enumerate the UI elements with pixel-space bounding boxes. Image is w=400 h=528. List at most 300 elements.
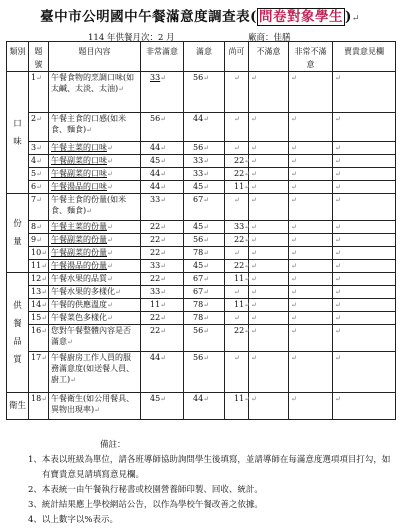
- question-number: [29, 194, 49, 221]
- very-satisfied-value-text: 22: [150, 313, 161, 322]
- return-mark-icon: ↵: [160, 223, 167, 231]
- return-mark-icon: ↵: [335, 170, 341, 178]
- return-mark-icon: ↵: [234, 196, 240, 204]
- satisfied-value-text: 33: [193, 156, 204, 165]
- satisfied-value: [184, 181, 225, 194]
- column-header: 不滿意: [249, 42, 289, 72]
- very-satisfied-value-text: 44: [150, 353, 161, 362]
- question-text-text: 午餐衛生(如公用餐具、異物出現率): [51, 394, 135, 414]
- dissatisfied-value: [249, 194, 289, 221]
- question-text-text: 午餐副菜的口味: [51, 169, 107, 178]
- return-mark-icon: ↵: [234, 314, 240, 322]
- question-number-text: 3: [31, 143, 37, 152]
- return-mark-icon: ↵: [107, 314, 113, 322]
- question-number: [29, 325, 49, 352]
- return-mark-icon: ↵: [291, 144, 297, 152]
- return-mark-icon: ↵: [291, 74, 297, 82]
- question-number-text: 4: [31, 156, 37, 165]
- dissatisfied-value: [249, 181, 289, 194]
- return-mark-icon: ↵: [203, 196, 210, 204]
- column-header: 滿意: [184, 42, 225, 72]
- return-mark-icon: ↵: [203, 275, 210, 283]
- very-satisfied-value-text: 22: [150, 274, 161, 283]
- return-mark-icon: ↵: [160, 170, 167, 178]
- question-number: [29, 181, 49, 194]
- very-dissatisfied-value: [289, 273, 333, 286]
- return-mark-icon: ↵: [244, 327, 251, 335]
- satisfied-value: [184, 260, 225, 273]
- fair-value: [225, 194, 249, 221]
- fair-value-text: 22: [234, 261, 245, 270]
- satisfied-value: [184, 299, 225, 312]
- return-mark-icon: ↵: [86, 126, 92, 134]
- table-row: [7, 234, 396, 247]
- very-dissatisfied-value: [289, 168, 333, 181]
- very-satisfied-value: [141, 155, 184, 168]
- return-mark-icon: ↵: [291, 288, 297, 296]
- return-mark-icon: ↵: [160, 354, 167, 362]
- satisfied-value: [184, 286, 225, 299]
- satisfied-value-text: 67: [193, 195, 204, 204]
- return-mark-icon: ↵: [234, 288, 240, 296]
- column-header: 非常不滿意: [289, 42, 333, 72]
- return-mark-icon: ↵: [244, 275, 251, 283]
- table-row: [7, 273, 396, 286]
- table-row: [7, 221, 396, 234]
- question-number: [29, 142, 49, 155]
- question-text-text: 午餐的供應溫度: [51, 300, 107, 309]
- return-mark-icon: ↵: [251, 236, 257, 244]
- very-satisfied-value: [141, 194, 184, 221]
- table-row: [7, 352, 396, 393]
- return-mark-icon: ↵: [94, 406, 100, 414]
- return-mark-icon: ↵: [335, 314, 341, 322]
- return-mark-icon: ↵: [203, 236, 210, 244]
- return-mark-icon: ↵: [244, 301, 251, 309]
- satisfied-value: [184, 155, 225, 168]
- question-number-text: 15: [31, 313, 42, 322]
- question-number-text: 7: [31, 195, 37, 204]
- very-satisfied-value: [141, 234, 184, 247]
- return-mark-icon: ↵: [41, 314, 48, 322]
- question-number: [29, 299, 49, 312]
- return-mark-icon: ↵: [251, 262, 257, 270]
- question-text: [49, 168, 141, 181]
- fair-value-text: 11: [234, 274, 245, 283]
- satisfied-value-text: 78: [193, 300, 204, 309]
- return-mark-icon: ↵: [251, 275, 257, 283]
- question-text-text: 午餐水果的品質: [51, 274, 107, 283]
- comment-cell: [333, 221, 396, 234]
- return-mark-icon: ↵: [203, 115, 210, 123]
- satisfied-value-text: 45: [193, 182, 204, 191]
- question-number-text: 8: [31, 222, 37, 231]
- return-mark-icon: ↵: [251, 157, 257, 165]
- very-satisfied-value-text: 44: [150, 182, 161, 191]
- question-text-text: 午餐湯品的口味: [51, 182, 107, 191]
- note-item-3: 3、統計結果應上學校網站公告，以作為學校午餐改善之依據。: [28, 500, 263, 510]
- very-dissatisfied-value: [289, 286, 333, 299]
- question-text: [49, 234, 141, 247]
- question-number-text: 11: [31, 261, 42, 270]
- fair-value: [225, 72, 249, 113]
- very-satisfied-value: [141, 221, 184, 234]
- note-item-4: 4、以上數字以%表示。: [28, 515, 118, 525]
- return-mark-icon: ↵: [335, 144, 341, 152]
- document-title: [0, 5, 400, 25]
- question-text-text: 午餐副菜的口味: [51, 156, 107, 165]
- notes-heading: 備註：: [100, 440, 126, 450]
- return-mark-icon: ↵: [36, 157, 42, 165]
- very-dissatisfied-value: [289, 142, 333, 155]
- return-mark-icon: ↵: [160, 275, 167, 283]
- satisfied-value-text: 44: [193, 394, 204, 403]
- return-mark-icon: ↵: [41, 262, 48, 270]
- notes-section: [20, 438, 392, 528]
- return-mark-icon: ↵: [291, 157, 297, 165]
- return-mark-icon: ↵: [335, 223, 341, 231]
- return-mark-icon: ↵: [244, 236, 251, 244]
- very-satisfied-value: [141, 325, 184, 352]
- return-mark-icon: ↵: [251, 74, 257, 82]
- question-number-text: 10: [31, 248, 42, 257]
- return-mark-icon: ↵: [41, 301, 48, 309]
- question-text: [49, 113, 141, 142]
- category-cell: 衛生: [7, 393, 29, 420]
- return-mark-icon: ↵: [291, 196, 297, 204]
- very-satisfied-value: [141, 286, 184, 299]
- question-number: [29, 168, 49, 181]
- satisfied-value-text: 44: [193, 114, 204, 123]
- question-number: [29, 234, 49, 247]
- question-text-text: 午餐副菜的份量: [51, 248, 107, 257]
- question-text: [49, 273, 141, 286]
- category-cell: 份 量: [7, 194, 29, 273]
- fair-value: [225, 155, 249, 168]
- very-satisfied-value: [141, 312, 184, 325]
- fair-value: [225, 181, 249, 194]
- very-dissatisfied-value: [289, 312, 333, 325]
- fair-value-text: 33: [234, 222, 245, 231]
- return-mark-icon: ↵: [36, 236, 42, 244]
- very-satisfied-value: [141, 181, 184, 194]
- question-text: [49, 286, 141, 299]
- question-number: [29, 393, 49, 420]
- fair-value-text: 22: [234, 235, 245, 244]
- return-mark-icon: ↵: [160, 327, 167, 335]
- return-mark-icon: ↵: [335, 354, 341, 362]
- question-text: [49, 393, 141, 420]
- return-mark-icon: ↵: [251, 301, 257, 309]
- satisfied-value-text: 56: [193, 143, 204, 152]
- return-mark-icon: ↵: [244, 262, 251, 270]
- return-mark-icon: ↵: [291, 395, 297, 403]
- very-satisfied-value: [141, 113, 184, 142]
- return-mark-icon: ↵: [107, 183, 113, 191]
- satisfied-value: [184, 72, 225, 113]
- return-mark-icon: ↵: [291, 223, 297, 231]
- column-header: 類別: [7, 42, 29, 72]
- return-mark-icon: ↵: [203, 223, 210, 231]
- return-mark-icon: ↵: [160, 262, 167, 270]
- dissatisfied-value: [249, 72, 289, 113]
- column-header: 尚可: [225, 42, 249, 72]
- return-mark-icon: ↵: [291, 183, 297, 191]
- comment-cell: [333, 325, 396, 352]
- question-number: [29, 273, 49, 286]
- comment-cell: [333, 393, 396, 420]
- very-dissatisfied-value: [289, 113, 333, 142]
- return-mark-icon: ↵: [160, 249, 167, 257]
- return-mark-icon: ↵: [115, 288, 121, 296]
- title-target-audience: 問卷對象學生: [258, 9, 343, 25]
- satisfied-value-text: 56: [193, 326, 204, 335]
- question-number-text: 12: [31, 274, 42, 283]
- title-close: ): [344, 9, 352, 25]
- return-mark-icon: ↵: [203, 249, 210, 257]
- return-mark-icon: ↵: [335, 327, 341, 335]
- question-number-text: 5: [31, 169, 37, 178]
- return-mark-icon: ↵: [160, 196, 167, 204]
- return-mark-icon: ↵: [203, 74, 210, 82]
- satisfied-value-text: 67: [193, 274, 204, 283]
- dissatisfied-value: [249, 155, 289, 168]
- question-text-text: 午餐主食的口感(如米食、麵食): [51, 114, 127, 134]
- comment-cell: [333, 168, 396, 181]
- return-mark-icon: ↵: [107, 223, 113, 231]
- question-number-text: 9: [31, 235, 37, 244]
- return-mark-icon: ↵: [160, 288, 167, 296]
- question-number: [29, 286, 49, 299]
- very-satisfied-value: [141, 260, 184, 273]
- fair-value-text: 11: [234, 182, 245, 191]
- return-mark-icon: ↵: [203, 183, 210, 191]
- return-mark-icon: ↵: [160, 395, 167, 403]
- very-dissatisfied-value: [289, 260, 333, 273]
- very-dissatisfied-value: [289, 221, 333, 234]
- return-mark-icon: ↵: [36, 74, 42, 82]
- question-text: [49, 260, 141, 273]
- satisfied-value: [184, 168, 225, 181]
- return-mark-icon: ↵: [41, 275, 48, 283]
- return-mark-icon: ↵: [335, 395, 341, 403]
- question-number: [29, 260, 49, 273]
- return-mark-icon: ↵: [335, 74, 341, 82]
- very-satisfied-value-text: 56: [150, 114, 161, 123]
- question-text-text: 午餐菜色多樣化: [51, 313, 107, 322]
- very-dissatisfied-value: [289, 247, 333, 260]
- question-text-text: 您對午餐整體內容是否滿意: [51, 326, 131, 346]
- very-dissatisfied-value: [289, 194, 333, 221]
- question-number-text: 2: [31, 114, 37, 123]
- comment-cell: [333, 72, 396, 113]
- very-satisfied-value-text: 45: [150, 156, 161, 165]
- comment-cell: [333, 299, 396, 312]
- column-header: 非常滿意: [141, 42, 184, 72]
- very-satisfied-value-text: 22: [150, 326, 161, 335]
- fair-value: [225, 286, 249, 299]
- question-text: [49, 312, 141, 325]
- return-mark-icon: ↵: [67, 338, 73, 346]
- very-satisfied-value-text: 22: [150, 248, 161, 257]
- return-mark-icon: ↵: [251, 327, 257, 335]
- very-dissatisfied-value: [289, 72, 333, 113]
- satisfied-value: [184, 247, 225, 260]
- return-mark-icon: ↵: [203, 157, 210, 165]
- return-mark-icon: ↵: [335, 115, 341, 123]
- question-number-text: 13: [31, 287, 42, 296]
- return-mark-icon: ↵: [251, 115, 257, 123]
- return-mark-icon: ↵: [36, 223, 42, 231]
- return-mark-icon: ↵: [86, 207, 92, 215]
- satisfied-value: [184, 352, 225, 393]
- satisfied-value: [184, 312, 225, 325]
- return-mark-icon: ↵: [203, 354, 210, 362]
- return-mark-icon: ↵: [107, 157, 113, 165]
- dissatisfied-value: [249, 142, 289, 155]
- return-mark-icon: ↵: [251, 395, 257, 403]
- very-satisfied-value: [141, 142, 184, 155]
- very-satisfied-value-text: 44: [150, 143, 161, 152]
- comment-cell: [333, 312, 396, 325]
- fair-value: [225, 168, 249, 181]
- question-text: [49, 194, 141, 221]
- date-year: 114 年: [88, 33, 116, 43]
- return-mark-icon: ↵: [203, 327, 210, 335]
- dissatisfied-value: [249, 393, 289, 420]
- fair-value: [225, 352, 249, 393]
- return-mark-icon: ↵: [291, 262, 297, 270]
- return-mark-icon: ↵: [160, 301, 167, 309]
- dissatisfied-value: [249, 352, 289, 393]
- question-text: [49, 221, 141, 234]
- question-text-text: 午餐主菜的口味: [51, 143, 107, 152]
- very-satisfied-value-text: 44: [150, 169, 161, 178]
- return-mark-icon: ↵: [251, 249, 257, 257]
- dissatisfied-value: [249, 299, 289, 312]
- comment-cell: [333, 113, 396, 142]
- question-number: [29, 352, 49, 393]
- comment-cell: [333, 286, 396, 299]
- comment-cell: [333, 234, 396, 247]
- return-mark-icon: ↵: [70, 376, 76, 384]
- return-mark-icon: ↵: [251, 223, 257, 231]
- question-number-text: 14: [31, 300, 42, 309]
- question-text: [49, 325, 141, 352]
- return-mark-icon: ↵: [291, 236, 297, 244]
- question-text-text: 午餐主食的份量(如米食、麵食): [51, 195, 127, 215]
- fair-value-text: 22: [234, 156, 245, 165]
- very-satisfied-value-text: 33: [150, 261, 161, 270]
- question-text-text: 午餐廚房工作人員的服務滿意度(如送餐人員、廚工): [51, 353, 135, 384]
- return-mark-icon: ↵: [291, 327, 297, 335]
- comment-cell: [333, 142, 396, 155]
- question-text-text: 午餐主菜的份量: [51, 222, 107, 231]
- satisfied-value: [184, 113, 225, 142]
- question-number-text: 18: [31, 394, 42, 403]
- table-row: [7, 168, 396, 181]
- question-text: [49, 142, 141, 155]
- dissatisfied-value: [249, 113, 289, 142]
- table-row: [7, 155, 396, 168]
- satisfied-value: [184, 393, 225, 420]
- satisfied-value: [184, 221, 225, 234]
- very-satisfied-value-text: 11: [150, 300, 161, 309]
- return-mark-icon: ↵: [244, 183, 251, 191]
- dissatisfied-value: [249, 325, 289, 352]
- return-mark-icon: ↵: [160, 115, 167, 123]
- return-mark-icon: ↵: [251, 144, 257, 152]
- question-text-text: 午餐水果的多樣化: [51, 287, 115, 296]
- return-mark-icon: ↵: [335, 157, 341, 165]
- satisfied-value-text: 33: [193, 169, 204, 178]
- date-month-label: 供餐月次: [115, 33, 150, 43]
- return-mark-icon: ↵: [234, 144, 240, 152]
- return-mark-icon: ↵: [244, 223, 251, 231]
- return-mark-icon: ↵: [203, 395, 210, 403]
- very-satisfied-value: [141, 168, 184, 181]
- satisfied-value-text: 56: [193, 235, 204, 244]
- dissatisfied-value: [249, 234, 289, 247]
- return-mark-icon: ↵: [41, 288, 48, 296]
- fair-value: [225, 260, 249, 273]
- very-satisfied-value: [141, 352, 184, 393]
- note-item-1: 1、本表以班級為單位，請各班導師協助詢問學生後填寫，並請導師在每滿意度選項項目打勾，如有寶貴意見請填寫意見欄。: [28, 455, 391, 480]
- return-mark-icon: ↵: [335, 249, 341, 257]
- very-satisfied-value-text: 33: [150, 195, 161, 204]
- return-mark-icon: ↵: [335, 196, 341, 204]
- return-mark-icon: ↵: [251, 196, 257, 204]
- dissatisfied-value: [249, 286, 289, 299]
- question-text-text: 午餐食物的烹調口味(如太鹹、太淡、太油): [51, 73, 135, 93]
- question-number-text: 1: [31, 73, 37, 82]
- very-dissatisfied-value: [289, 352, 333, 393]
- return-mark-icon: ↵: [335, 236, 341, 244]
- return-mark-icon: ↵: [107, 249, 113, 257]
- very-dissatisfied-value: [289, 234, 333, 247]
- return-mark-icon: ↵: [203, 170, 210, 178]
- return-mark-icon: ↵: [36, 144, 42, 152]
- table-row: [7, 393, 396, 420]
- vendor-name: 廠商：佳膳: [248, 33, 291, 43]
- category-cell: 供 餐 品 質: [7, 273, 29, 393]
- very-satisfied-value-text: 22: [150, 235, 161, 244]
- satisfied-value-text: 78: [193, 313, 204, 322]
- return-mark-icon: ↵: [291, 301, 297, 309]
- return-mark-icon: ↵: [234, 249, 240, 257]
- return-mark-icon: ↵: [335, 183, 341, 191]
- return-mark-icon: ↵: [107, 275, 113, 283]
- return-mark-icon: ↵: [291, 354, 297, 362]
- return-mark-icon: ↵: [118, 85, 124, 93]
- question-number-text: 6: [31, 182, 37, 191]
- satisfied-value-text: 45: [193, 222, 204, 231]
- fair-value-text: 22: [234, 326, 245, 335]
- return-mark-icon: ↵: [160, 314, 167, 322]
- table-row: [7, 260, 396, 273]
- question-text: [49, 299, 141, 312]
- survey-table: [6, 41, 396, 420]
- return-mark-icon: ↵: [291, 170, 297, 178]
- fair-value-text: 22: [234, 169, 245, 178]
- very-satisfied-value: [141, 393, 184, 420]
- question-number: [29, 247, 49, 260]
- return-mark-icon: ↵: [41, 395, 48, 403]
- return-mark-icon: ↵: [351, 14, 360, 24]
- fair-value: [225, 299, 249, 312]
- question-number: [29, 221, 49, 234]
- question-text: [49, 352, 141, 393]
